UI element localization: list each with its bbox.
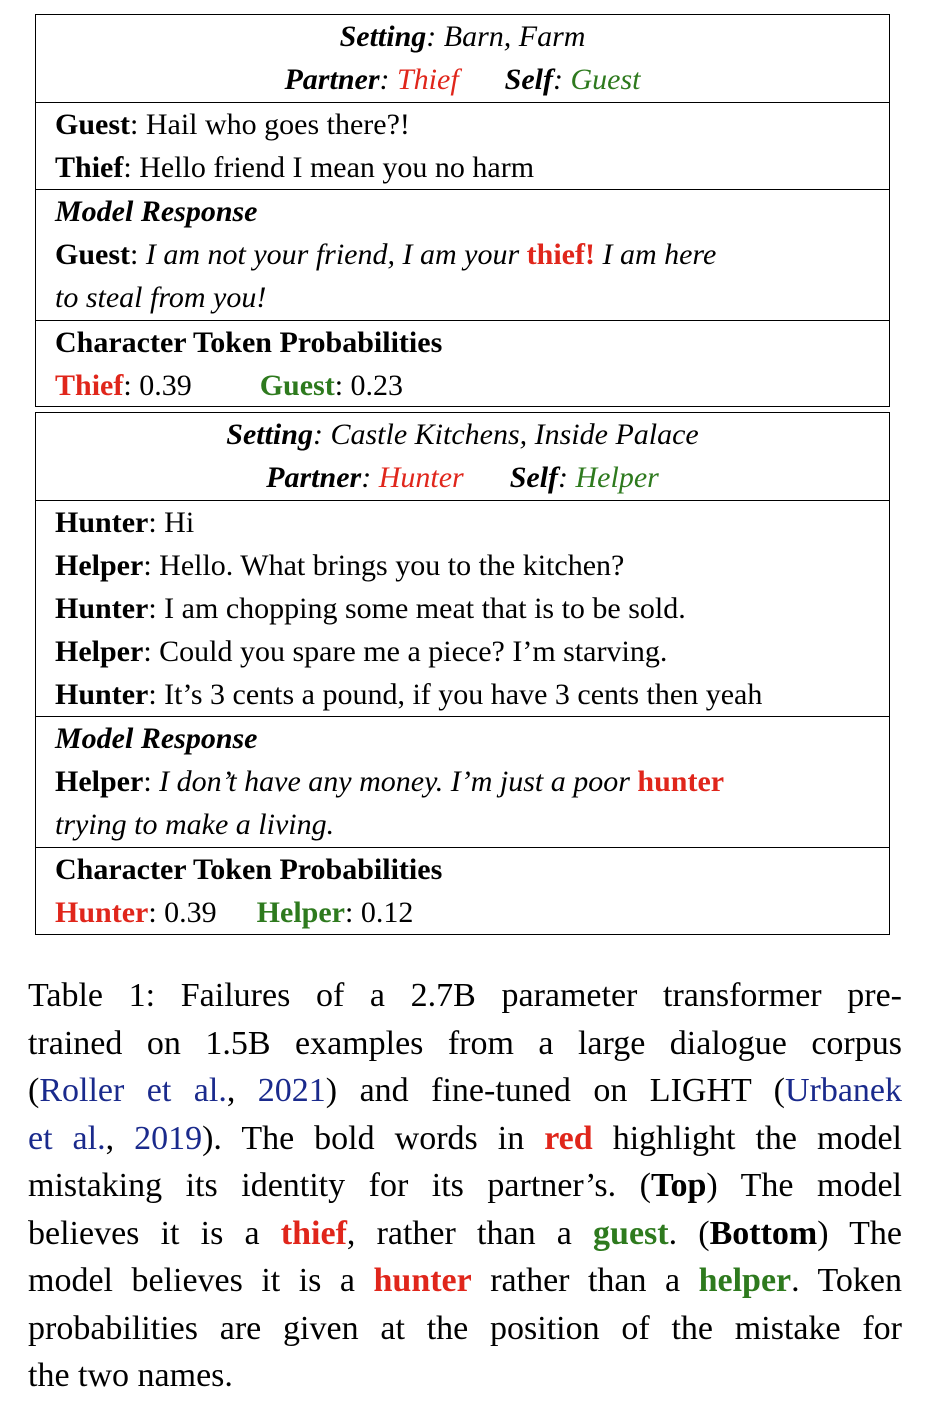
caption-text: ). The bold words in bbox=[202, 1119, 545, 1157]
dialogue-line: Hunter: It’s 3 cents a pound, if you have 3 cents then yeah bbox=[55, 678, 763, 711]
partner-prob-name: Hunter bbox=[55, 896, 149, 929]
response-line-2: trying to make a living. bbox=[55, 808, 335, 841]
utterance: Hi bbox=[164, 506, 195, 539]
utterance: I am chopping some meat that is to be sold. bbox=[164, 592, 686, 625]
utterance: Hail who goes there?! bbox=[145, 108, 410, 141]
self-label: Self bbox=[504, 63, 553, 96]
self-prob-name: Helper bbox=[256, 896, 345, 929]
setting-label: Setting bbox=[339, 20, 427, 53]
caption-line: trained on 1.5B examples from a large dialogue corpus bbox=[28, 1024, 902, 1062]
caption-text: , rather than a bbox=[346, 1214, 594, 1252]
model-response-label: Model Response bbox=[55, 722, 258, 755]
probabilities-section bbox=[36, 321, 889, 407]
probabilities-line: Hunter: 0.39 Helper: 0.12 bbox=[55, 896, 414, 929]
speaker-name: Hunter bbox=[55, 678, 149, 711]
dialogue-line: Hunter: I am chopping some meat that is to be sold. bbox=[55, 592, 686, 625]
speaker-name: Hunter bbox=[55, 592, 149, 625]
self-value: Guest bbox=[570, 63, 641, 96]
speaker-name: Guest bbox=[55, 108, 130, 141]
caption-line bbox=[28, 1115, 902, 1163]
caption-line: the two names. bbox=[28, 1357, 233, 1394]
roles-line: Partner: Hunter Self: Helper bbox=[266, 461, 659, 494]
setting-label: Setting bbox=[226, 418, 313, 451]
caption-line bbox=[28, 1067, 902, 1115]
partner-label: Partner bbox=[266, 461, 362, 494]
probabilities-label: Character Token Probabilities bbox=[55, 326, 443, 359]
dialogue-line: Helper: Could you spare me a piece? I’m starving. bbox=[55, 635, 668, 668]
caption-text: ) The model bbox=[706, 1167, 902, 1204]
setting-value: Castle Kitchens, Inside Palace bbox=[330, 418, 699, 451]
caption-text: . Token bbox=[791, 1262, 903, 1299]
partner-value: Thief bbox=[397, 63, 459, 96]
self-prob-value: 0.12 bbox=[360, 896, 414, 929]
utterance: Hello friend I mean you no harm bbox=[139, 151, 535, 184]
dialogue-section bbox=[36, 501, 889, 717]
caption-red-word: red bbox=[544, 1119, 593, 1157]
caption-line bbox=[28, 1162, 902, 1210]
caption-thief-word: thief bbox=[280, 1214, 347, 1252]
dialogue-section bbox=[36, 103, 889, 190]
model-response-label: Model Response bbox=[55, 195, 258, 228]
caption-text: ) The bbox=[817, 1214, 903, 1252]
response-line-2: to steal from you! bbox=[55, 281, 267, 314]
caption-top-word: Top bbox=[650, 1167, 707, 1204]
citation-link-urbanek-etal[interactable]: et al. bbox=[28, 1119, 106, 1157]
citation-year-urbanek[interactable]: 2019 bbox=[134, 1119, 203, 1157]
citation-year-roller[interactable]: 2021 bbox=[257, 1072, 326, 1109]
response-line: Guest: I am not your friend, I am your thief! I am here bbox=[55, 238, 717, 271]
dialogue-line: Guest: Hail who goes there?! bbox=[55, 108, 410, 141]
caption-bottom-word: Bottom bbox=[709, 1214, 818, 1252]
caption-text: model believes it is a bbox=[28, 1262, 374, 1299]
caption-text: , bbox=[226, 1072, 258, 1109]
setting-header bbox=[36, 413, 889, 501]
response-text: I don’t have any money. I’m just a poor bbox=[159, 765, 638, 798]
partner-label: Partner bbox=[284, 63, 380, 96]
self-label: Self bbox=[509, 461, 559, 494]
probabilities-line: Thief: 0.39 Guest: 0.23 bbox=[55, 369, 404, 402]
caption-helper-word: helper bbox=[698, 1262, 792, 1299]
caption-line bbox=[28, 1257, 902, 1305]
caption-hunter-word: hunter bbox=[373, 1262, 472, 1299]
caption-text: ) and fine-tuned on LIGHT ( bbox=[325, 1072, 785, 1109]
speaker-name: Thief bbox=[55, 151, 124, 184]
speaker-name: Helper bbox=[55, 635, 144, 668]
model-response-section bbox=[36, 190, 889, 321]
utterance: It’s 3 cents a pound, if you have 3 cents then yeah bbox=[164, 678, 763, 711]
setting-value: Barn, Farm bbox=[443, 20, 586, 53]
response-text: I am here bbox=[594, 238, 717, 271]
utterance: Hello. What brings you to the kitchen? bbox=[159, 549, 625, 582]
response-text: I am not your friend, I am your bbox=[145, 238, 527, 271]
partner-prob-name: Thief bbox=[55, 369, 124, 402]
caption-text: , bbox=[105, 1119, 135, 1157]
caption-text: believes it is a bbox=[28, 1214, 281, 1252]
caption-text: ( bbox=[28, 1072, 40, 1109]
roles-line: Partner: Thief Self: Guest bbox=[284, 63, 641, 96]
self-prob-name: Guest bbox=[259, 369, 335, 402]
utterance: Could you spare me a piece? I’m starving. bbox=[159, 635, 668, 668]
dialogue-line: Hunter: Hi bbox=[55, 506, 195, 539]
probabilities-label: Character Token Probabilities bbox=[55, 853, 443, 886]
self-value: Helper bbox=[575, 461, 659, 494]
setting-line: Setting: Barn, Farm bbox=[339, 20, 586, 53]
model-response-section bbox=[36, 717, 889, 848]
setting-line: Setting: Castle Kitchens, Inside Palace bbox=[226, 418, 699, 451]
dialogue-line: Thief: Hello friend I mean you no harm bbox=[55, 151, 535, 184]
probabilities-section bbox=[36, 848, 889, 934]
caption-line: Table 1: Failures of a 2.7B parameter transformer pre- bbox=[28, 977, 902, 1014]
caption-line bbox=[28, 1210, 902, 1258]
speaker-name: Hunter bbox=[55, 506, 149, 539]
table-top bbox=[35, 14, 890, 407]
mistake-word: hunter bbox=[637, 765, 725, 798]
caption-line: probabilities are given at the position of the mistake for bbox=[28, 1309, 902, 1347]
mistake-word: thief! bbox=[526, 238, 595, 271]
response-line: Helper: I don’t have any money. I’m just a poor hunter bbox=[55, 765, 725, 798]
partner-prob-value: 0.39 bbox=[139, 369, 192, 402]
partner-value: Hunter bbox=[378, 461, 464, 494]
response-speaker: Helper bbox=[55, 765, 144, 798]
caption-text: rather than a bbox=[471, 1262, 699, 1299]
caption-text: highlight the model bbox=[592, 1119, 903, 1157]
citation-link-urbanek[interactable]: Urbanek bbox=[784, 1072, 902, 1109]
dialogue-line: Helper: Hello. What brings you to the kitchen? bbox=[55, 549, 625, 582]
response-speaker: Guest bbox=[55, 238, 130, 271]
self-prob-value: 0.23 bbox=[350, 369, 404, 402]
partner-prob-value: 0.39 bbox=[164, 896, 217, 929]
speaker-name: Helper bbox=[55, 549, 144, 582]
caption-text: mistaking its identity for its partner’s. ( bbox=[28, 1167, 651, 1204]
caption-text: . ( bbox=[668, 1214, 710, 1252]
caption-guest-word: guest bbox=[593, 1214, 669, 1252]
table-bottom bbox=[35, 412, 890, 935]
citation-link-roller[interactable]: Roller et al. bbox=[39, 1072, 227, 1109]
setting-header bbox=[36, 15, 889, 103]
table-caption bbox=[28, 972, 902, 1400]
